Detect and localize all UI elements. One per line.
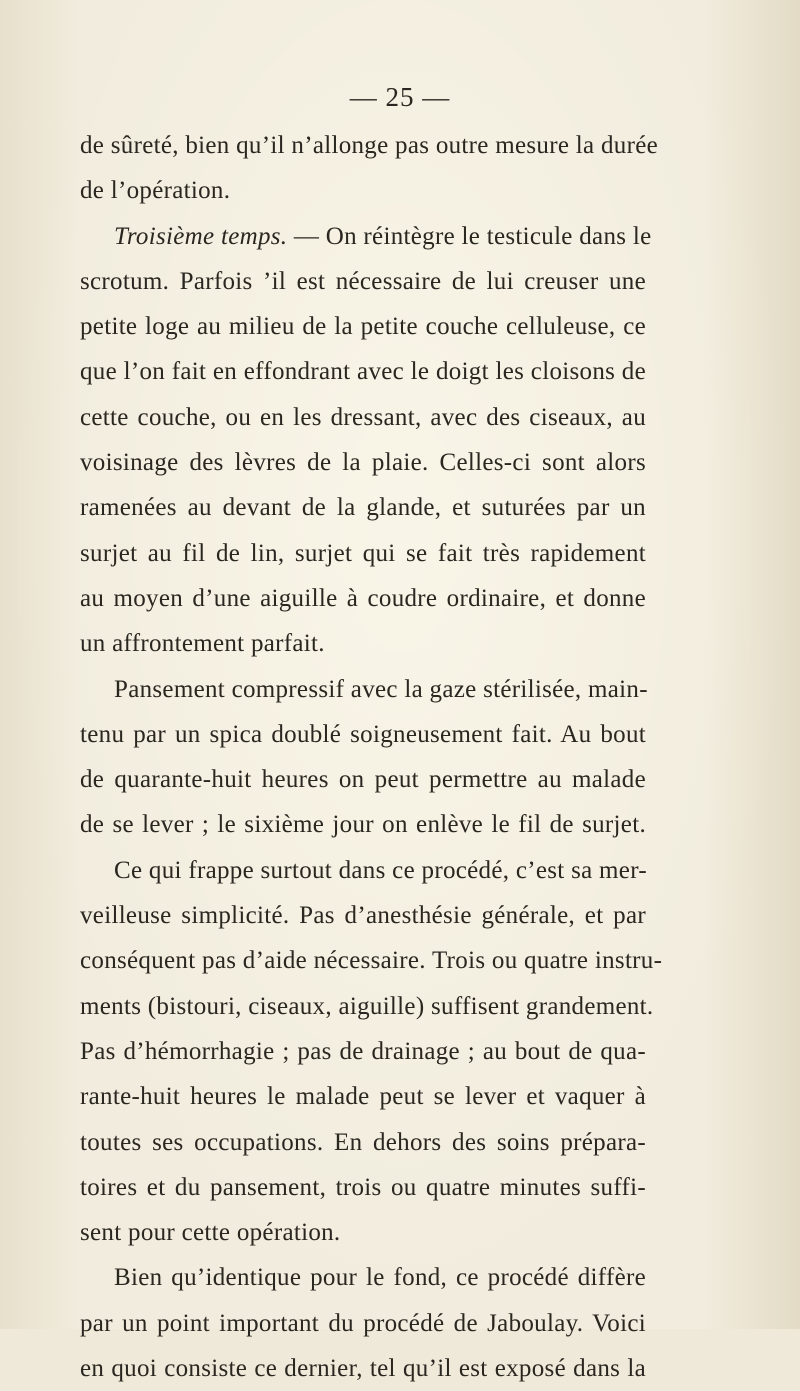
text-line [80, 893, 646, 938]
line-text: surjet au fil de lin, surjet qui se fait très rapidement [80, 539, 646, 567]
text-line [80, 1165, 646, 1210]
text-line [80, 485, 646, 530]
line-text: petite loge au milieu de la petite couche celluleuse, ce [80, 313, 646, 341]
text-line [80, 1120, 646, 1165]
line-text: en quoi consiste ce dernier, tel qu’il est exposé dans la [80, 1355, 646, 1383]
text-line [80, 214, 652, 259]
line-text: de sûreté, bien qu’il n’allonge pas outre mesure la durée [80, 132, 659, 159]
section-heading-italic: Troisième temps. [114, 222, 288, 250]
line-text: que l’on fait en effondrant avec le doigt les cloisons de [80, 358, 646, 386]
line-text: Pansement compressif avec la gaze stérilisée, main- [114, 675, 648, 703]
line-text: un affrontement parfait. [80, 630, 325, 658]
text-line [80, 984, 654, 1029]
line-text: tenu par un spica doublé soigneusement fait. Au bout [80, 720, 646, 748]
line-text: rante-huit heures le malade peut se lever et vaquer à [80, 1083, 646, 1111]
text-line [80, 395, 646, 440]
line-text: ments (bistouri, ciseaux, aiguille) suffisent grandement. [80, 992, 654, 1020]
text-line [80, 259, 646, 304]
line-text: ramenées au devant de la glande, et suturées par un [80, 494, 646, 522]
line-text: par un point important du procédé de Jaboulay. Voici [80, 1309, 646, 1337]
line-text: de quarante-huit heures on peut permettre au malade [80, 766, 646, 794]
text-line [80, 667, 646, 712]
text-line [80, 938, 663, 983]
text-line [80, 168, 646, 213]
line-text: cette couche, ou en les dressant, avec des ciseaux, au [80, 403, 646, 431]
line-text: sent pour cette opération. [80, 1219, 341, 1247]
text-line [80, 712, 646, 757]
text-line [80, 802, 646, 847]
line-text: — On réintègre le testicule dans le [287, 222, 652, 250]
text-line [80, 1255, 646, 1300]
line-text: toires et du pansement, trois ou quatre minutes suffi- [80, 1173, 646, 1201]
text-line [80, 1346, 646, 1391]
line-text: Ce qui frappe surtout dans ce procédé, c’est sa mer- [114, 856, 647, 884]
text-line [80, 1029, 646, 1074]
text-line [80, 531, 646, 576]
line-text: veilleuse simplicité. Pas d’anesthésie générale, et par [80, 902, 646, 930]
line-text: Bien qu’identique pour le fond, ce procédé diffère [114, 1264, 646, 1292]
text-line [80, 1301, 646, 1346]
text-line [80, 123, 659, 168]
body-text [80, 123, 663, 1391]
text-line [80, 621, 646, 666]
text-line [80, 848, 646, 893]
line-text: toutes ses occupations. En dehors des soins prépara- [80, 1128, 646, 1156]
line-text: Pas d’hémorrhagie ; pas de drainage ; au bout de qua- [80, 1037, 646, 1065]
text-line [80, 349, 646, 394]
line-text: de l’opération. [80, 177, 231, 205]
line-text: au moyen d’une aiguille à coudre ordinaire, et donne [80, 584, 646, 612]
line-text: de se lever ; le sixième jour on enlève le fil de surjet. [80, 811, 646, 839]
line-text: scrotum. Parfois ’il est nécessaire de lui creuser une [80, 267, 646, 295]
text-line [80, 1074, 646, 1119]
text-line [80, 304, 646, 349]
line-text: voisinage des lèvres de la plaie. Celles-ci sont alors [80, 449, 646, 477]
text-line [80, 576, 646, 621]
text-line [80, 440, 646, 485]
line-text: conséquent pas d’aide nécessaire. Trois ou quatre instru- [80, 947, 663, 975]
page-number: — 25 — [349, 82, 451, 112]
text-line [80, 757, 646, 802]
text-line [80, 1210, 646, 1255]
